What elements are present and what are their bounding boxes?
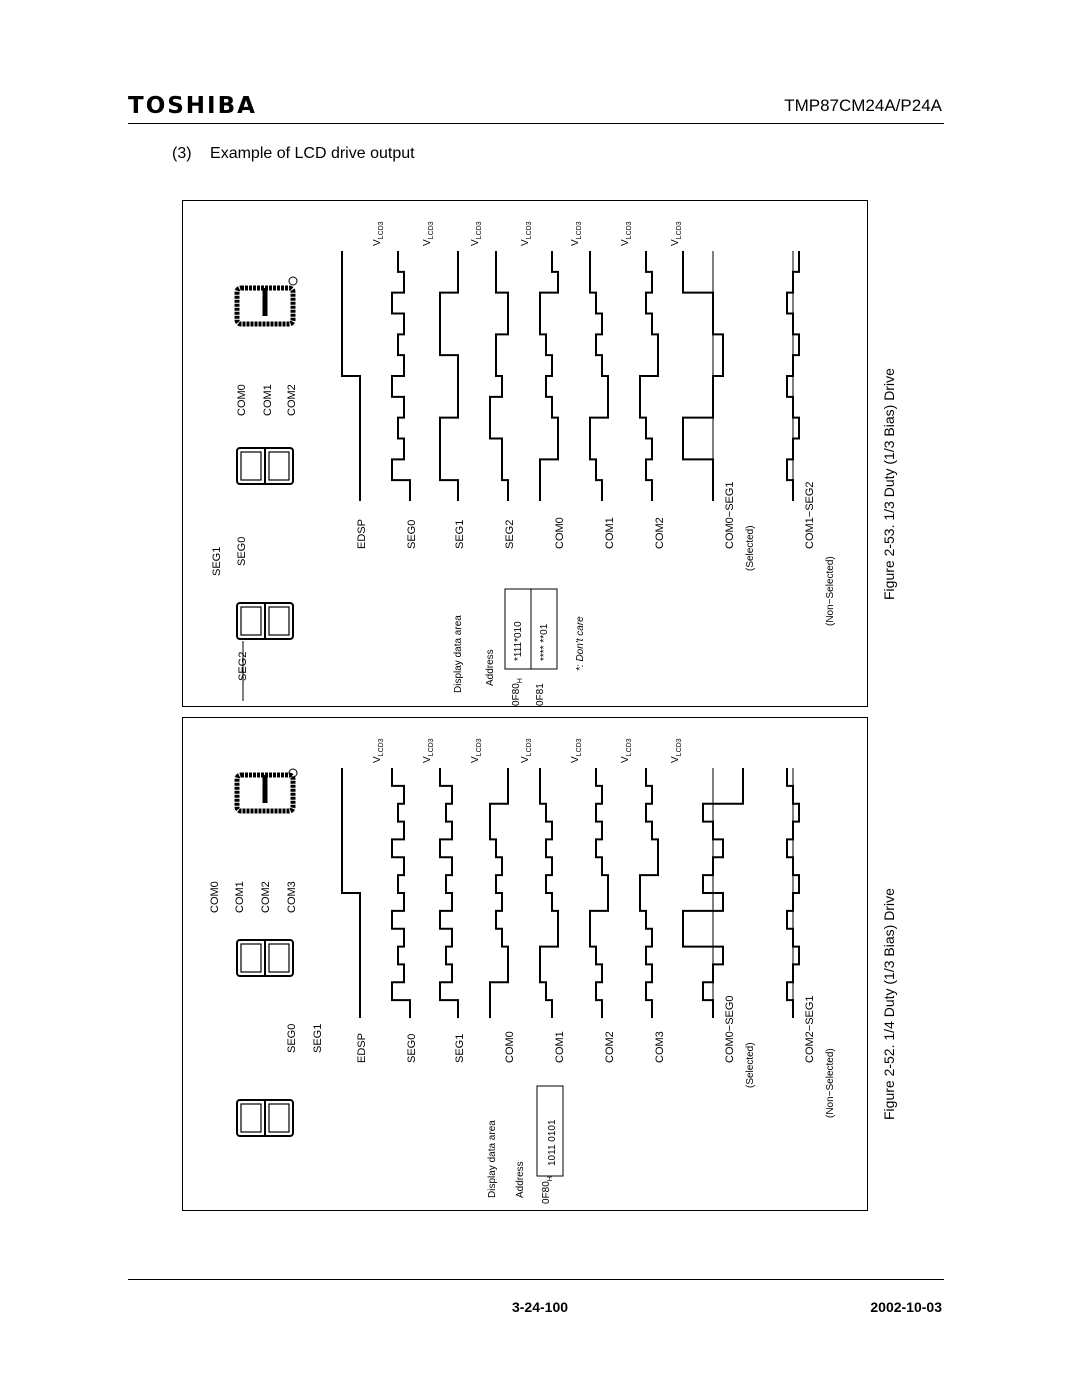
- fig52-vlcd-3-sub: LCD3: [526, 738, 533, 757]
- fig53-wave-seg1: [440, 251, 458, 501]
- fig52-vlcd-4: $V_{LCD3}$: [570, 738, 583, 763]
- fig52-signal-label-6: COM3: [654, 1031, 666, 1063]
- fig53-label-com0: COM0: [236, 384, 248, 416]
- fig52-signal-label-1: SEG0: [406, 1033, 418, 1063]
- section-heading: [172, 145, 415, 163]
- fig53-digit-2-hi: [269, 452, 289, 480]
- fig53-label-seg2: SEG2: [237, 651, 249, 681]
- fig53-data-0: *111*010: [513, 621, 524, 661]
- fig53-digit-1-hi: [269, 607, 289, 635]
- fig52-label-com3: COM3: [286, 881, 298, 913]
- fig53-signal-label-1: SEG0: [406, 519, 418, 549]
- fig52-vlcd-0-sub: LCD3: [378, 738, 385, 757]
- fig52-signal-label-4: COM1: [554, 1031, 566, 1063]
- section-number: (3): [172, 145, 192, 162]
- fig53-vlcd-3-sub: LCD3: [526, 221, 533, 240]
- fig52-vlcd-6: $V_{LCD3}$: [670, 738, 683, 763]
- fig53-data-1: **** **01: [539, 623, 550, 661]
- fig52-digit-1-hi: [269, 1104, 289, 1132]
- fig53-wave-seg0: [392, 251, 410, 501]
- fig52-data-0: 1011 0101: [547, 1119, 558, 1166]
- fig52-nonselected-label: (Non−Selected): [825, 1048, 836, 1118]
- fig52-display-area-label: Display data area: [487, 1120, 498, 1198]
- footer-rule: [128, 1279, 944, 1280]
- fig53-display-area-label: Display data area: [453, 615, 464, 693]
- fig53-label-seg1: SEG1: [211, 546, 223, 576]
- fig53-addr-0: $0F80_H$: [511, 678, 524, 706]
- figure-2-53-drawing: [183, 201, 867, 706]
- publication-date: 2002-10-03: [870, 1299, 942, 1315]
- fig53-wave-seg2: [490, 251, 508, 501]
- fig53-digit-1-lo: [241, 607, 261, 635]
- fig53-vlcd-2-sub: LCD3: [476, 221, 483, 240]
- fig53-vlcd-5: $V_{LCD3}$: [620, 221, 633, 246]
- page-number: 3-24-100: [511, 1299, 569, 1315]
- figure-2-52-drawing: [183, 718, 867, 1210]
- fig53-vlcd-1-sub: LCD3: [428, 221, 435, 240]
- fig53-vlcd-6-sub: LCD3: [676, 221, 683, 240]
- fig53-signal-label-7: COM0−SEG1: [724, 481, 736, 549]
- fig52-vlcd-2: $V_{LCD3}$: [470, 738, 483, 763]
- brand-logo: TOSHIBA: [128, 93, 257, 119]
- fig53-signal-label-0: EDSP: [356, 519, 368, 549]
- fig52-signal-label-8: COM2−SEG1: [804, 995, 816, 1063]
- fig52-wave-edsp: [342, 768, 360, 1018]
- fig52-label-com1: COM1: [234, 881, 246, 913]
- document-number: TMP87CM24A/P24A: [784, 96, 942, 115]
- fig53-address-label: Address: [485, 649, 496, 686]
- fig52-wave-seg1: [440, 768, 458, 1018]
- fig52-signal-label-3: COM0: [504, 1031, 516, 1063]
- fig53-wave-com0: [540, 251, 558, 501]
- fig53-digit-1: [237, 603, 293, 639]
- fig53-label-seg0: SEG0: [236, 536, 248, 566]
- fig52-address-label: Address: [515, 1161, 526, 1198]
- fig52-addr-0-sub: H: [547, 1176, 554, 1182]
- fig53-dont-care: *: Don't care: [575, 616, 586, 671]
- fig53-vlcd-4: $V_{LCD3}$: [570, 221, 583, 246]
- fig53-vlcd-2: $V_{LCD3}$: [470, 221, 483, 246]
- figure-2-52-panel: [182, 717, 868, 1211]
- figure-2-53-panel: [182, 200, 868, 707]
- fig53-signal-label-4: COM0: [554, 517, 566, 549]
- fig52-selected-label: (Selected): [745, 1042, 756, 1088]
- figure-2-52-caption-wrap: [870, 820, 910, 1140]
- fig53-vlcd-3: $V_{LCD3}$: [520, 221, 533, 246]
- fig53-signal-label-8: COM1−SEG2: [804, 481, 816, 549]
- fig53-signal-label-5: COM1: [604, 517, 616, 549]
- figure-2-53-caption-wrap: [870, 300, 910, 620]
- fig52-digit-3: [237, 775, 293, 811]
- fig52-vlcd-0: $V_{LCD3}$: [372, 738, 385, 763]
- fig52-vlcd-1: $V_{LCD3}$: [422, 738, 435, 763]
- fig53-vlcd-0-sub: LCD3: [378, 221, 385, 240]
- fig52-digit-2: [237, 940, 293, 976]
- fig52-vlcd-5: $V_{LCD3}$: [620, 738, 633, 763]
- fig52-wave-com1: [540, 768, 558, 1018]
- fig53-vlcd-0: $V_{LCD3}$: [372, 221, 385, 246]
- fig52-digit-1: [237, 1100, 293, 1136]
- fig53-addr-0-sub: H: [517, 678, 524, 684]
- fig53-digit-2: [237, 448, 293, 484]
- fig52-wave-seg0: [392, 768, 410, 1018]
- fig53-dp: [289, 277, 297, 285]
- fig53-digit-2-lo: [241, 452, 261, 480]
- fig53-vlcd-6: $V_{LCD3}$: [670, 221, 683, 246]
- fig52-vlcd-3: $V_{LCD3}$: [520, 738, 533, 763]
- fig53-wave-edsp: [342, 251, 360, 501]
- fig53-selected-label: (Selected): [745, 525, 756, 571]
- fig53-signal-label-2: SEG1: [454, 519, 466, 549]
- fig53-nonselected-label: (Non−Selected): [825, 556, 836, 626]
- figure-2-52-caption: Figure 2-52. 1/4 Duty (1/3 Bias) Drive: [881, 888, 897, 1120]
- fig53-wave-com0-seg1: [683, 251, 723, 501]
- fig52-label-seg1: SEG1: [312, 1023, 324, 1053]
- fig53-wave-com2: [640, 251, 658, 501]
- fig53-wave-com1: [590, 251, 608, 501]
- figure-2-53-caption: Figure 2-53. 1/3 Duty (1/3 Bias) Drive: [881, 368, 897, 600]
- fig52-vlcd-6-sub: LCD3: [676, 738, 683, 757]
- fig53-signal-label-6: COM2: [654, 517, 666, 549]
- fig53-signal-label-3: SEG2: [504, 519, 516, 549]
- fig52-label-com0: COM0: [209, 881, 221, 913]
- fig52-signal-label-2: SEG1: [454, 1033, 466, 1063]
- fig53-addr-1: 0F81: [535, 683, 546, 706]
- fig53-vlcd-5-sub: LCD3: [626, 221, 633, 240]
- fig52-vlcd-1-sub: LCD3: [428, 738, 435, 757]
- fig52-addr-0: $0F80_H$: [541, 1176, 554, 1204]
- fig52-digit-2-lo: [241, 944, 261, 972]
- section-title: Example of LCD drive output: [210, 145, 415, 162]
- fig52-wave-com2: [590, 768, 608, 1018]
- fig52-label-seg0: SEG0: [286, 1023, 298, 1053]
- fig52-wave-com0: [490, 768, 508, 1018]
- fig52-label-com2: COM2: [260, 881, 272, 913]
- header-rule: [128, 123, 944, 124]
- fig53-vlcd-4-sub: LCD3: [576, 221, 583, 240]
- fig52-signal-label-7: COM0−SEG0: [724, 995, 736, 1063]
- fig52-digit-1-lo: [241, 1104, 261, 1132]
- fig52-wave-com3: [640, 768, 658, 1018]
- fig53-label-com2: COM2: [286, 384, 298, 416]
- fig52-signal-label-0: EDSP: [356, 1033, 368, 1063]
- fig52-vlcd-5-sub: LCD3: [626, 738, 633, 757]
- fig52-vlcd-2-sub: LCD3: [476, 738, 483, 757]
- fig52-signal-label-5: COM2: [604, 1031, 616, 1063]
- fig53-label-com1: COM1: [262, 384, 274, 416]
- fig53-vlcd-1: $V_{LCD3}$: [422, 221, 435, 246]
- fig53-digit-3: [237, 288, 293, 324]
- fig52-vlcd-4-sub: LCD3: [576, 738, 583, 757]
- fig52-digit-2-hi: [269, 944, 289, 972]
